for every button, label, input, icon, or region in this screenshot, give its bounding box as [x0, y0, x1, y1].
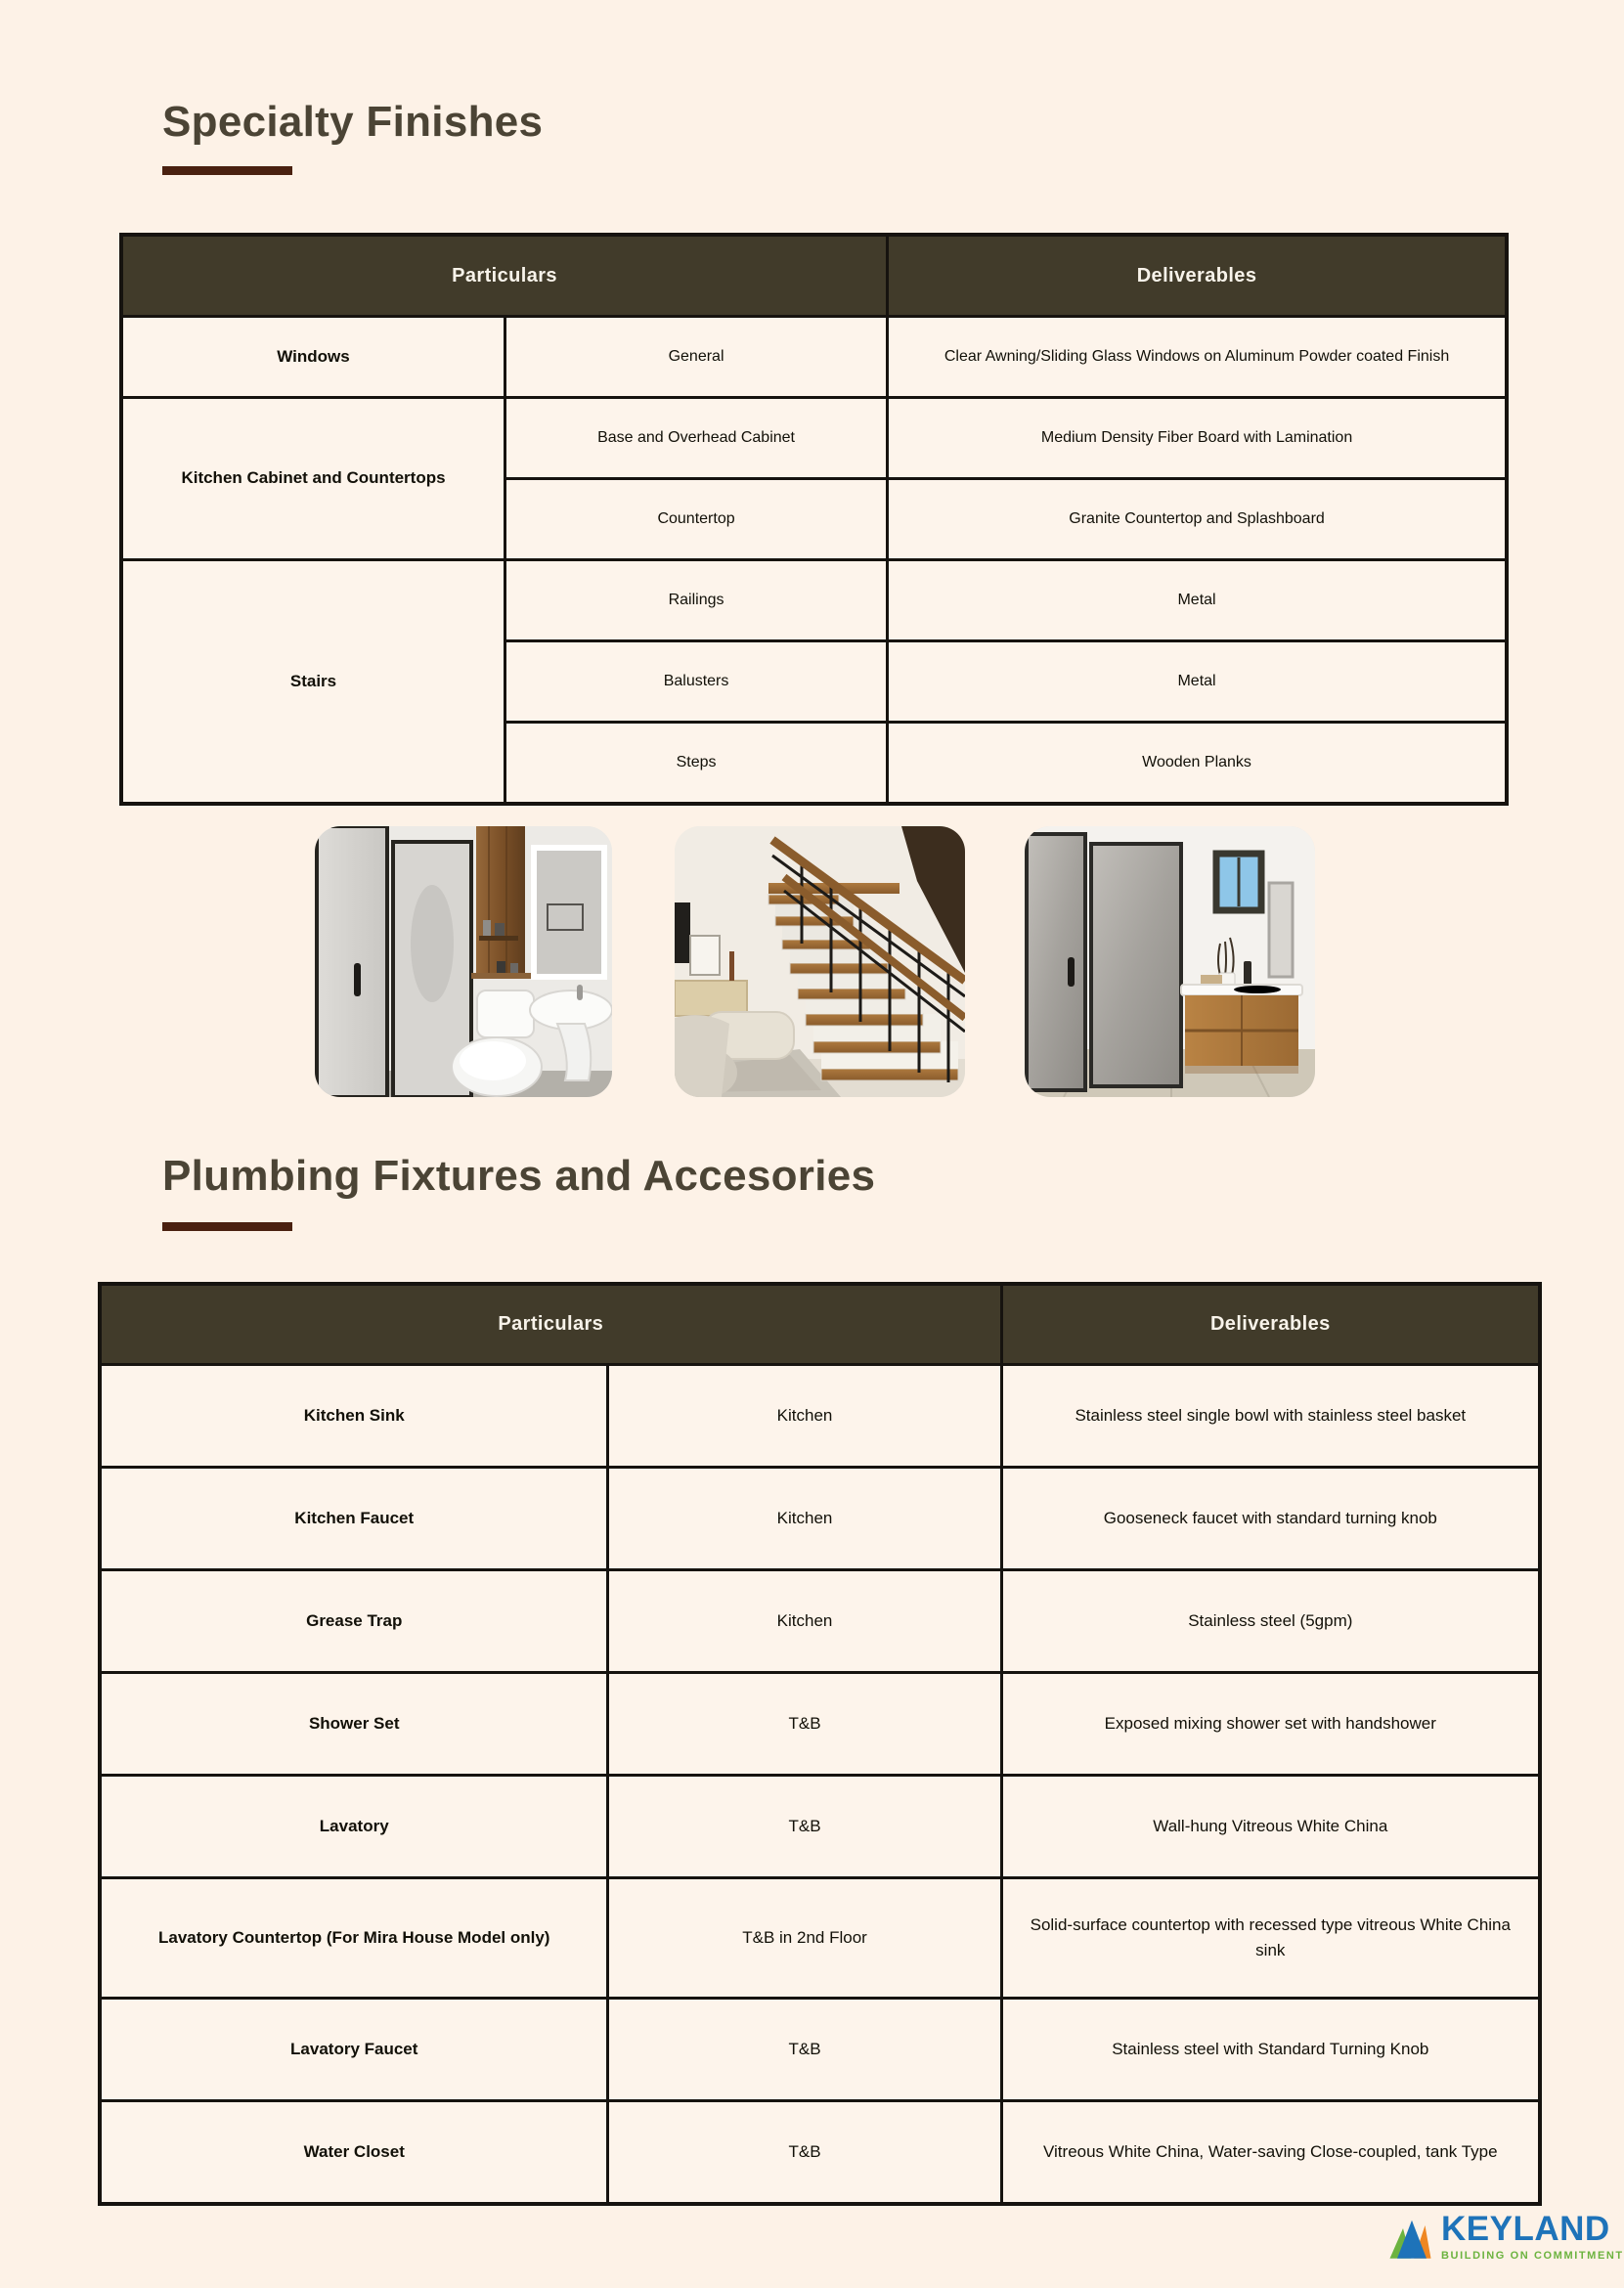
mountain-logo-icon [1388, 2212, 1432, 2268]
specialty-finishes-title: Specialty Finishes [162, 98, 544, 146]
deliverables-header: Deliverables [1001, 1284, 1540, 1365]
deliverable-cell: Metal [888, 560, 1507, 641]
title-underline [162, 1222, 292, 1231]
table-row [121, 560, 1507, 641]
table-row [100, 1570, 1540, 1673]
deliverable-cell: Stainless steel single bowl with stainless steel basket [1001, 1365, 1540, 1468]
sub-particular-cell: Countertop [505, 479, 888, 560]
particular-cell: Windows [121, 317, 505, 398]
location-cell: T&B [608, 1999, 1001, 2101]
bathroom-vanity-and-shower-door-photo [1025, 826, 1315, 1097]
deliverable-cell: Wooden Planks [888, 723, 1507, 805]
deliverable-cell: Solid-surface countertop with recessed type vitreous White China sink [1001, 1878, 1540, 1999]
sub-particular-cell: Steps [505, 723, 888, 805]
location-cell: T&B [608, 1673, 1001, 1776]
table-row [100, 1999, 1540, 2101]
sub-particular-cell: Base and Overhead Cabinet [505, 398, 888, 479]
table-row [121, 398, 1507, 479]
bathroom-toilet-and-lavatory-photo [315, 826, 612, 1097]
deliverable-cell: Clear Awning/Sliding Glass Windows on Aluminum Powder coated Finish [888, 317, 1507, 398]
vanity-illustration [1025, 826, 1315, 1097]
sub-particular-cell: Railings [505, 560, 888, 641]
deliverable-cell: Metal [888, 641, 1507, 723]
particular-cell: Stairs [121, 560, 505, 805]
brand-tagline: BUILDING ON COMMITMENT [1441, 2250, 1624, 2262]
bathroom-illustration [315, 826, 612, 1097]
particular-cell: Kitchen Faucet [100, 1468, 608, 1570]
deliverable-cell: Wall-hung Vitreous White China [1001, 1776, 1540, 1878]
table-row [100, 1468, 1540, 1570]
location-cell: Kitchen [608, 1570, 1001, 1673]
table-row [121, 317, 1507, 398]
stairs-illustration [675, 826, 965, 1097]
particular-cell: Lavatory Countertop (For Mira House Model only) [100, 1878, 608, 1999]
particular-cell: Grease Trap [100, 1570, 608, 1673]
particular-cell: Lavatory Faucet [100, 1999, 608, 2101]
table-row [100, 1878, 1540, 1999]
sub-particular-cell: Balusters [505, 641, 888, 723]
deliverable-cell: Exposed mixing shower set with handshower [1001, 1673, 1540, 1776]
location-cell: T&B [608, 1776, 1001, 1878]
table-row [100, 1365, 1540, 1468]
deliverable-cell: Vitreous White China, Water-saving Close-coupled, tank Type [1001, 2101, 1540, 2205]
particular-cell: Water Closet [100, 2101, 608, 2205]
particular-cell: Kitchen Sink [100, 1365, 608, 1468]
deliverable-cell: Granite Countertop and Splashboard [888, 479, 1507, 560]
logo-text-block [1441, 2212, 1624, 2262]
brand-name: KEYLAND [1441, 2210, 1610, 2248]
header-row [100, 1284, 1540, 1365]
deliverable-cell: Gooseneck faucet with standard turning knob [1001, 1468, 1540, 1570]
header-row [121, 235, 1507, 317]
table-row [100, 2101, 1540, 2205]
table-row [100, 1776, 1540, 1878]
particular-cell: Lavatory [100, 1776, 608, 1878]
location-cell: Kitchen [608, 1468, 1001, 1570]
specialty-finishes-table [119, 233, 1509, 806]
deliverable-cell: Stainless steel with Standard Turning Knob [1001, 1999, 1540, 2101]
wooden-stairs-metal-railings-photo [675, 826, 965, 1097]
deliverable-cell: Medium Density Fiber Board with Lamination [888, 398, 1507, 479]
location-cell: Kitchen [608, 1365, 1001, 1468]
keyland-logo [1388, 2212, 1624, 2268]
table-row [100, 1673, 1540, 1776]
sub-particular-cell: General [505, 317, 888, 398]
particulars-header: Particulars [121, 235, 888, 317]
location-cell: T&B in 2nd Floor [608, 1878, 1001, 1999]
particular-cell: Kitchen Cabinet and Countertops [121, 398, 505, 560]
location-cell: T&B [608, 2101, 1001, 2205]
deliverables-header: Deliverables [888, 235, 1507, 317]
deliverable-cell: Stainless steel (5gpm) [1001, 1570, 1540, 1673]
particular-cell: Shower Set [100, 1673, 608, 1776]
plumbing-fixtures-title: Plumbing Fixtures and Accesories [162, 1152, 876, 1200]
particulars-header: Particulars [100, 1284, 1001, 1365]
plumbing-fixtures-table [98, 1282, 1542, 2206]
title-underline [162, 166, 292, 175]
